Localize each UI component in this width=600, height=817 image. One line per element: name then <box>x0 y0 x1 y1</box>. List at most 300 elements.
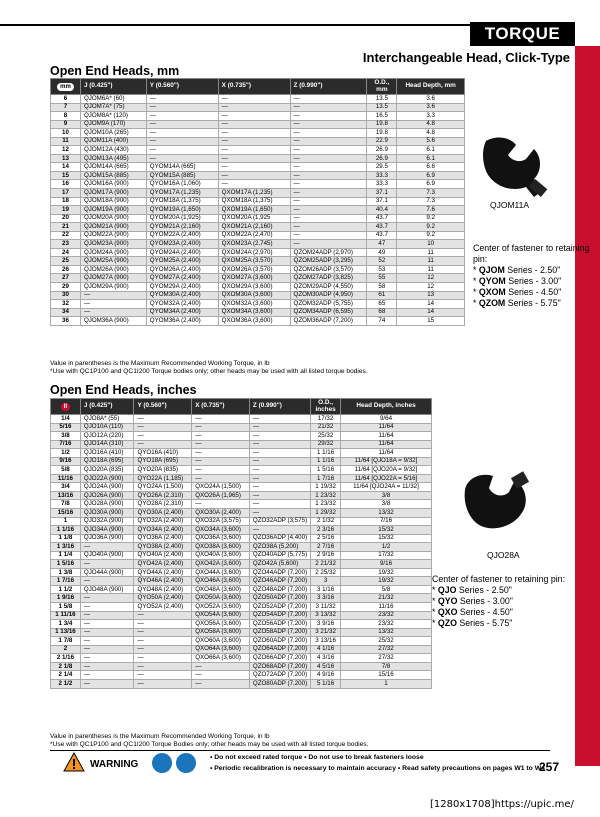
table-cell: QYO48A (2,400) <box>134 585 192 594</box>
table-cell: — <box>290 180 367 189</box>
table-cell: 29 <box>51 283 81 292</box>
table-cell: — <box>192 671 250 680</box>
table-cell: QZO80ADP (7,200) <box>249 679 310 688</box>
table-cell: — <box>249 440 310 449</box>
table-cell: QJOM9A (170) <box>80 120 146 129</box>
table-cell: QXOM29A (3,600) <box>218 283 290 292</box>
table-cell: 15/32 <box>341 534 432 543</box>
table-cell: — <box>192 432 250 441</box>
table-cell: 74 <box>367 317 397 326</box>
table-cell: 9 <box>51 120 81 129</box>
table-row <box>51 120 465 129</box>
table-cell: QJO10A (110) <box>80 423 134 432</box>
table-cell: 1 7/16 <box>51 577 81 586</box>
table-cell: 11/16 <box>341 603 432 612</box>
table-cell: 23/32 <box>341 620 432 629</box>
table-cell: QXO58A (3,600) <box>192 628 250 637</box>
table-row <box>51 449 432 458</box>
table-cell: — <box>134 654 192 663</box>
table-row <box>51 171 465 180</box>
table-row <box>51 103 465 112</box>
table-cell: QYO26A (2,310) <box>134 491 192 500</box>
table-cell: QYOM20A (1,925) <box>146 214 218 223</box>
table-cell: 16 <box>51 180 81 189</box>
table-cell: 6.6 <box>397 163 465 172</box>
table-cell: 17 <box>51 189 81 198</box>
table-cell: 1 1/16 <box>311 449 341 458</box>
table-cell: QJOM26A (900) <box>80 265 146 274</box>
table-cell: 37.1 <box>367 189 397 198</box>
table-cell: — <box>218 95 290 104</box>
table-cell: QXOM18A (1,375) <box>218 197 290 206</box>
table-cell: 1 5/16 <box>311 466 341 475</box>
table-cell: 15/32 <box>341 526 432 535</box>
table-cell: 2 21/32 <box>311 560 341 569</box>
table-cell: — <box>290 231 367 240</box>
table-cell: 11/64 [QJO24A = 11/32] <box>341 483 432 492</box>
table-cell: — <box>249 457 310 466</box>
table-cell: — <box>249 449 310 458</box>
table-cell: QJO30A (900) <box>80 509 134 518</box>
table-cell: 3 11/32 <box>311 603 341 612</box>
table-cell: 11/16 <box>51 474 81 483</box>
table-row <box>51 197 465 206</box>
table-cell: — <box>134 671 192 680</box>
table-cell: 43.7 <box>367 223 397 232</box>
table-cell: 1 13/16 <box>51 628 81 637</box>
table-cell: — <box>192 440 250 449</box>
table-cell: 7/16 <box>51 440 81 449</box>
table-cell: — <box>80 611 134 620</box>
table-cell: — <box>80 671 134 680</box>
table-cell: 34 <box>51 308 81 317</box>
page-number: 257 <box>539 760 560 774</box>
table-row <box>51 248 465 257</box>
table-cell: QXOM22A (2,470) <box>218 231 290 240</box>
table-cell: 9/16 <box>51 457 81 466</box>
series-distance: Series - 4.50" <box>508 287 562 297</box>
col-y: Y (0.560") <box>146 79 218 95</box>
table-cell: 9.2 <box>397 231 465 240</box>
table-cell: — <box>134 679 192 688</box>
table-cell: 1 23/32 <box>311 491 341 500</box>
table-cell: — <box>146 120 218 129</box>
table-cell: QXOM32A (3,600) <box>218 300 290 309</box>
table-cell: 25/32 <box>311 432 341 441</box>
retain-item: * QJO Series - 2.50" <box>432 585 512 595</box>
table-cell: 11 <box>51 137 81 146</box>
col-z: Z (0.990") <box>290 79 367 95</box>
table-cell: QZO66ADP (7,200) <box>249 654 310 663</box>
table-cell: — <box>290 214 367 223</box>
table-cell: QYOM15A (885) <box>146 171 218 180</box>
table-row <box>51 300 465 309</box>
table-cell: 47 <box>367 240 397 249</box>
table-cell: 3/8 <box>341 500 432 509</box>
table-cell: — <box>290 137 367 146</box>
table-cell: — <box>134 628 192 637</box>
table-cell: — <box>249 483 310 492</box>
table-cell: 1 7/8 <box>51 637 81 646</box>
table-cell: QZO60ADP (7,200) <box>249 637 310 646</box>
col-x: X (0.735") <box>192 399 250 415</box>
table-row <box>51 474 432 483</box>
table-cell: 43.7 <box>367 214 397 223</box>
table-row <box>51 180 465 189</box>
table-cell: — <box>290 206 367 215</box>
series-code: QXOM <box>478 287 506 297</box>
table-cell: 1 3/8 <box>51 568 81 577</box>
table-cell: QJOM23A (900) <box>80 240 146 249</box>
table-cell: 33.3 <box>367 171 397 180</box>
table-cell: QXOM17A (1,235) <box>218 189 290 198</box>
table-row <box>51 620 432 629</box>
warning-label: WARNING <box>90 759 139 770</box>
table-cell: 3/4 <box>51 483 81 492</box>
table-cell: 3.3 <box>397 112 465 121</box>
table-cell: 11 <box>397 248 465 257</box>
table-row <box>51 129 465 138</box>
table-cell: QZO56ADP (7,200) <box>249 620 310 629</box>
table-row <box>51 603 432 612</box>
table-cell: 5/8 <box>51 466 81 475</box>
table-cell: QYO46A (2,400) <box>134 577 192 586</box>
table-cell: 2 1/16 <box>51 654 81 663</box>
table-row <box>51 154 465 163</box>
table-cell: 1 11/16 <box>51 611 81 620</box>
table-cell: QYOM34A (2,400) <box>146 308 218 317</box>
table-cell: 2 7/16 <box>311 543 341 552</box>
table-cell: 13/16 <box>51 491 81 500</box>
inch-note-1: Value in parentheses is the Maximum Recommended Working Torque, in lb <box>50 733 270 740</box>
table-cell: 11/64 <box>341 449 432 458</box>
table-cell: 3 21/32 <box>311 628 341 637</box>
table-cell: — <box>192 474 250 483</box>
table-cell: QZO44ADP (7,200) <box>249 568 310 577</box>
table-cell: 1 23/32 <box>311 500 341 509</box>
ear-protection-icon <box>176 753 196 773</box>
table-cell: 9.2 <box>397 223 465 232</box>
table-cell: QJOM22A (900) <box>80 231 146 240</box>
table-cell: QYO36A (2,400) <box>134 534 192 543</box>
table-cell: QYOM16A (1,060) <box>146 180 218 189</box>
table-cell: QZOM30ADP (4,950) <box>290 291 367 300</box>
table-cell: QZO52ADP (7,200) <box>249 603 310 612</box>
watermark: [1280x1708]https://upic.me/ <box>430 799 574 810</box>
table-row <box>51 551 432 560</box>
retain-item: * QYOM Series - 3.00" <box>473 276 562 286</box>
table-cell: QJO18A (695) <box>80 457 134 466</box>
table-cell: — <box>134 423 192 432</box>
table-cell: — <box>249 423 310 432</box>
col-depth: Head Depth, mm <box>397 79 465 95</box>
table-cell: — <box>134 645 192 654</box>
table-cell: — <box>146 103 218 112</box>
table-row <box>51 483 432 492</box>
table-cell: 7/16 <box>341 517 432 526</box>
table-cell: — <box>192 466 250 475</box>
table-cell: 10 <box>397 240 465 249</box>
table-cell: QXO42A (3,600) <box>192 560 250 569</box>
retain-item: * QXOM Series - 4.50" <box>473 287 562 297</box>
table-cell: — <box>80 543 134 552</box>
table-row <box>51 517 432 526</box>
table-cell: QJOM8A* (120) <box>80 112 146 121</box>
table-cell: 2 1/4 <box>51 671 81 680</box>
table-cell: 3.6 <box>397 103 465 112</box>
table-cell: QXO32A (3,575) <box>192 517 250 526</box>
table-cell: QJO8A* (55) <box>80 415 134 424</box>
table-cell: QYOM21A (2,160) <box>146 223 218 232</box>
table-cell: 1 1/4 <box>51 551 81 560</box>
table-cell: 32 <box>51 300 81 309</box>
red-side-strip <box>575 46 600 766</box>
table-cell: QXOM19A (1,650) <box>218 206 290 215</box>
table-cell: QYOM17A (1,235) <box>146 189 218 198</box>
table-cell: QYOM25A (2,400) <box>146 257 218 266</box>
table-cell: 2 1/32 <box>311 517 341 526</box>
table-cell: 19/32 <box>341 577 432 586</box>
table-cell: — <box>249 466 310 475</box>
table-cell: 58 <box>367 283 397 292</box>
table-cell: 26.9 <box>367 146 397 155</box>
table-cell: QYO44A (2,400) <box>134 568 192 577</box>
table-cell: — <box>146 112 218 121</box>
table-cell: QYO30A (2,400) <box>134 509 192 518</box>
table-cell: QXOM36A (3,600) <box>218 317 290 326</box>
table-cell: — <box>249 415 310 424</box>
table-row <box>51 526 432 535</box>
table-cell: 9/64 <box>341 415 432 424</box>
table-cell: 25 <box>51 257 81 266</box>
table-cell: — <box>249 500 310 509</box>
table-cell: QXOM24A (2,970) <box>218 248 290 257</box>
table-cell: 6.9 <box>397 180 465 189</box>
table-cell: 1 1/2 <box>51 585 81 594</box>
table-row <box>51 257 465 266</box>
table-cell: QYOM23A (2,400) <box>146 240 218 249</box>
table-cell: 15/16 <box>51 509 81 518</box>
table-cell: — <box>218 171 290 180</box>
table-cell: QZO54ADP (7,200) <box>249 611 310 620</box>
table-cell: QYO28A (2,310) <box>134 500 192 509</box>
table-cell: — <box>249 509 310 518</box>
table-cell: QYO24A (1,500) <box>134 483 192 492</box>
table-cell: QJOM6A* (60) <box>80 95 146 104</box>
table-cell: QJO16A (410) <box>80 449 134 458</box>
table-cell: 3.6 <box>397 95 465 104</box>
table-cell: QZO50ADP (7,200) <box>249 594 310 603</box>
table-row <box>51 223 465 232</box>
table-cell: 6 <box>51 95 81 104</box>
table-cell: — <box>192 415 250 424</box>
table-cell: QXO54A (3,600) <box>192 611 250 620</box>
table-cell: 11/64 [QJO18A = 9/32] <box>341 457 432 466</box>
table-cell: 19.8 <box>367 120 397 129</box>
col-depth: Head Depth, inches <box>341 399 432 415</box>
table-cell: — <box>80 628 134 637</box>
table-cell: QXO44A (3,600) <box>192 568 250 577</box>
table-cell: — <box>290 129 367 138</box>
warning-text <box>210 752 545 774</box>
table-cell: QXO30A (2,400) <box>192 509 250 518</box>
table-cell: — <box>290 171 367 180</box>
table-cell: QJO24A (900) <box>80 483 134 492</box>
table-cell: QXOM30A (3,600) <box>218 291 290 300</box>
table-cell: QJO44A (900) <box>80 568 134 577</box>
table-cell: QYOM32A (2,400) <box>146 300 218 309</box>
table-cell: 17/32 <box>341 551 432 560</box>
table-cell: 2 5/16 <box>311 534 341 543</box>
table-cell: QJOM20A (900) <box>80 214 146 223</box>
table-cell: QYO18A (695) <box>134 457 192 466</box>
table-cell: QZO72ADP (7,200) <box>249 671 310 680</box>
table-cell: 3/8 <box>341 491 432 500</box>
table-row <box>51 645 432 654</box>
col-j: J (0.425") <box>80 79 146 95</box>
table-cell: — <box>290 223 367 232</box>
table-cell: QJOM17A (900) <box>80 189 146 198</box>
table-cell: QZOM25ADP (3,295) <box>290 257 367 266</box>
mm-spec-table <box>50 78 465 326</box>
table-cell: QXO66A (3,600) <box>192 654 250 663</box>
table-cell: QZO46ADP (7,200) <box>249 577 310 586</box>
table-cell: 1 <box>341 679 432 688</box>
table-cell: 13 <box>397 291 465 300</box>
series-code: QYO <box>437 596 458 606</box>
table-cell: QZO40ADP (5,775) <box>249 551 310 560</box>
table-cell: 1 3/4 <box>51 620 81 629</box>
table-cell: 13/32 <box>341 509 432 518</box>
table-cell: QXO38A (3,600) <box>192 543 250 552</box>
table-cell: — <box>134 440 192 449</box>
table-cell: QJOM10A (265) <box>80 129 146 138</box>
table-cell: QJOM24A (900) <box>80 248 146 257</box>
table-cell: 49 <box>367 248 397 257</box>
table-cell: 19.8 <box>367 129 397 138</box>
table-cell: 12 <box>397 274 465 283</box>
table-cell: — <box>146 129 218 138</box>
table-cell: QXO50A (3,600) <box>192 594 250 603</box>
table-row <box>51 679 432 688</box>
table-cell: QJO48A (900) <box>80 585 134 594</box>
inch-notes <box>50 733 368 749</box>
table-cell: 12 <box>51 146 81 155</box>
table-cell: 1 5/16 <box>51 560 81 569</box>
table-cell: — <box>80 654 134 663</box>
table-cell: 1 7/16 <box>311 474 341 483</box>
table-cell: QYO32A (2,400) <box>134 517 192 526</box>
table-cell: 2 9/16 <box>311 551 341 560</box>
table-row <box>51 457 432 466</box>
table-cell: — <box>218 163 290 172</box>
table-cell: 2 1/2 <box>51 679 81 688</box>
table-row <box>51 628 432 637</box>
table-cell: 1 1/16 <box>311 457 341 466</box>
table-cell: — <box>80 603 134 612</box>
table-cell: QXO40A (3,600) <box>192 551 250 560</box>
table-cell: — <box>134 611 192 620</box>
table-cell: 1 5/8 <box>51 603 81 612</box>
table-cell: QJOM27A (900) <box>80 274 146 283</box>
retain-item: * QZO Series - 5.75" <box>432 618 513 628</box>
table-cell: 4 5/16 <box>311 662 341 671</box>
table-cell: 4 3/16 <box>311 654 341 663</box>
series-distance: Series - 2.50" <box>507 265 561 275</box>
table-row <box>51 500 432 509</box>
table-cell: 16.5 <box>367 112 397 121</box>
table-cell: 9/16 <box>341 560 432 569</box>
series-code: QJO <box>437 585 457 595</box>
col-j: J (0.425") <box>80 399 134 415</box>
table-cell: 21 <box>51 223 81 232</box>
table-cell: — <box>290 197 367 206</box>
table-cell: 1 <box>51 517 81 526</box>
table-cell: QXOM34A (3,600) <box>218 308 290 317</box>
table-cell: QZO48ADP (7,200) <box>249 585 310 594</box>
table-cell: 3 <box>311 577 341 586</box>
table-cell: 1/2 <box>51 449 81 458</box>
table-cell: — <box>290 240 367 249</box>
table-row <box>51 671 432 680</box>
table-cell: 27 <box>51 274 81 283</box>
table-cell: 6.1 <box>397 146 465 155</box>
table-cell: 3 3/16 <box>311 594 341 603</box>
table-cell: QXOM27A (3,600) <box>218 274 290 283</box>
table-cell: — <box>146 154 218 163</box>
table-cell: 7 <box>51 103 81 112</box>
table-cell: QYO52A (2,400) <box>134 603 192 612</box>
table-row <box>51 206 465 215</box>
table-cell: QZO38A (5,200) <box>249 543 310 552</box>
table-cell: 24 <box>51 248 81 257</box>
table-cell: QJO34A (900) <box>80 526 134 535</box>
table-cell: 5/8 <box>341 585 432 594</box>
table-row <box>51 265 465 274</box>
table-cell: — <box>218 112 290 121</box>
table-cell: QYOM22A (2,400) <box>146 231 218 240</box>
table-cell: QZOM26ADP (3,570) <box>290 265 367 274</box>
table-cell: — <box>146 95 218 104</box>
table-cell: 9.2 <box>397 214 465 223</box>
table-cell: 3 9/16 <box>311 620 341 629</box>
warning-line-2: • Periodic recalibration is necessary to maintain accuracy • Read safety precautions on pages W1 to W4 <box>210 765 545 772</box>
table-row <box>51 415 432 424</box>
table-cell: — <box>80 577 134 586</box>
table-cell: QXOM25A (3,570) <box>218 257 290 266</box>
warning-line-1: • Do not exceed rated torque • Do not use to break fasteners loose <box>210 754 424 761</box>
table-row <box>51 594 432 603</box>
table-cell: — <box>249 491 310 500</box>
table-cell: 18 <box>51 197 81 206</box>
table-cell: 7/8 <box>51 500 81 509</box>
table-cell: 1 3/16 <box>51 543 81 552</box>
table-cell: — <box>80 594 134 603</box>
table-row <box>51 568 432 577</box>
table-cell: 7.3 <box>397 197 465 206</box>
table-cell: 11/64 [QJO20A = 9/32] <box>341 466 432 475</box>
table-cell: 33.3 <box>367 180 397 189</box>
table-cell: QYO34A (2,400) <box>134 526 192 535</box>
table-cell: QXO46A (3,600) <box>192 577 250 586</box>
table-cell: 14 <box>51 163 81 172</box>
table-cell: 61 <box>367 291 397 300</box>
table-cell: — <box>249 526 310 535</box>
table-cell: — <box>218 103 290 112</box>
inch-spec-table <box>50 398 432 689</box>
inch-product-label: QJO28A <box>487 550 520 560</box>
table-cell: 11 <box>397 257 465 266</box>
